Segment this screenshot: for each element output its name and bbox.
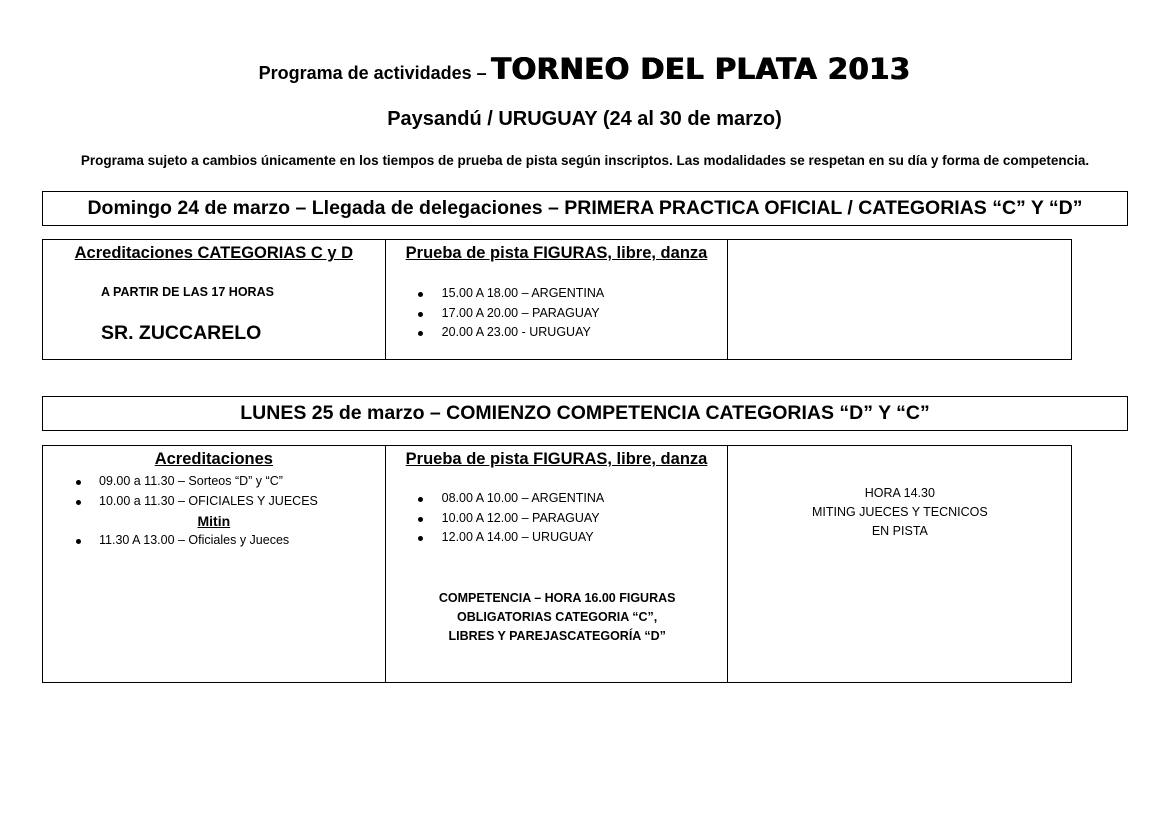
meeting-line: MITING JUECES Y TECNICOS — [811, 505, 988, 519]
list-item: 11.30 A 13.00 – Oficiales y Jueces — [43, 531, 385, 551]
list-item: 08.00 A 10.00 – ARGENTINA — [386, 489, 726, 509]
day2-accreditation-cell — [43, 446, 386, 682]
list-item: 12.00 A 14.00 – URUGUAY — [386, 528, 726, 548]
day2-accreditation-heading: Acreditaciones — [154, 450, 273, 468]
day1-banner: Domingo 24 de marzo – Llegada de delegaciones – PRIMERA PRACTICA OFICIAL / CATEGORIAS “C” Y “D” — [42, 191, 1128, 226]
title-main: TORNEO DEL PLATA 2013 — [491, 52, 911, 86]
list-item: 10.00 a 11.30 – OFICIALES Y JUECES — [43, 492, 385, 512]
day1-track-heading: Prueba de pista FIGURAS, libre, danza — [405, 244, 708, 262]
schedule-note: Programa sujeto a cambios únicamente en los tiempos de prueba de pista según inscriptos. Las modalidades se respetan en su día y forma de competencia. — [80, 153, 1090, 168]
day1-accreditation-cell — [43, 240, 386, 359]
list-item: 20.00 A 23.00 - URUGUAY — [386, 323, 726, 343]
day2-meeting-info — [728, 484, 1071, 541]
day2-meeting-cell — [728, 446, 1071, 682]
list-item: 17.00 A 20.00 – PARAGUAY — [386, 304, 726, 324]
day2-accreditation-list — [43, 472, 385, 511]
day2-track-cell — [386, 446, 729, 682]
day2-track-heading: Prueba de pista FIGURAS, libre, danza — [405, 450, 708, 468]
competition-line: COMPETENCIA – HORA 16.00 FIGURAS — [438, 591, 676, 605]
day2-competition-info — [386, 589, 729, 646]
day1-track-list — [386, 284, 726, 343]
list-item: 10.00 A 12.00 – PARAGUAY — [386, 509, 726, 529]
competition-line: OBLIGATORIAS CATEGORIA “C”, — [457, 610, 658, 624]
day1-accreditation-person: SR. ZUCCARELO — [101, 322, 262, 344]
competition-line: LIBRES Y PAREJASCATEGORÍA “D” — [448, 629, 666, 643]
list-item: 15.00 A 18.00 – ARGENTINA — [386, 284, 726, 304]
day2-table — [42, 445, 1072, 683]
day2-track-list — [386, 489, 726, 548]
day2-mitin-list — [43, 531, 385, 551]
subtitle: Paysandú / URUGUAY (24 al 30 de marzo) — [387, 108, 782, 130]
title-prefix: Programa de actividades – — [258, 63, 487, 83]
mitin-heading: Mitin — [197, 513, 231, 529]
day1-accreditation-heading: Acreditaciones CATEGORIAS C y D — [74, 244, 354, 262]
day1-accreditation-time: A PARTIR DE LAS 17 HORAS — [101, 285, 274, 299]
day1-table — [42, 239, 1072, 360]
meeting-line: HORA 14.30 — [864, 486, 935, 500]
meeting-line: EN PISTA — [871, 524, 928, 538]
day2-banner: LUNES 25 de marzo – COMIENZO COMPETENCIA CATEGORIAS “D” Y “C” — [42, 396, 1128, 431]
day1-empty-cell — [728, 240, 1071, 359]
list-item: 09.00 a 11.30 – Sorteos “D” y “C” — [43, 472, 385, 492]
day1-track-cell — [386, 240, 729, 359]
document-title — [0, 52, 1169, 86]
